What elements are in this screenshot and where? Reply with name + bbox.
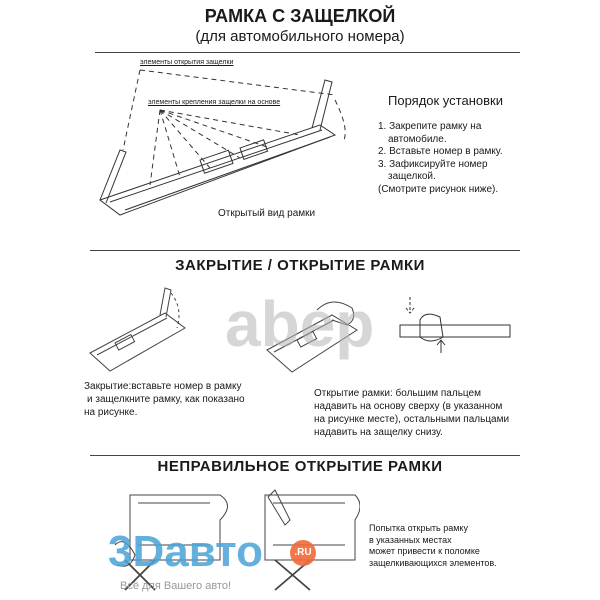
open-frame-illustration [90, 60, 350, 230]
step-text: 3. Зафиксируйте номер [378, 158, 488, 170]
divider [90, 250, 520, 251]
install-steps-title: Порядок установки [388, 93, 503, 108]
label-latch-mount-elements: элементы крепления защелки на основе [148, 99, 281, 106]
page-title: РАМКА С ЗАЩЕЛКОЙ [204, 6, 396, 26]
warning-line: в указанных местах [369, 534, 452, 545]
closing-line: и защелкните рамку, как показано [87, 394, 245, 405]
brand-ru-badge: .RU [290, 540, 316, 566]
install-steps [378, 121, 503, 196]
warning-line: может привести к поломке [369, 546, 480, 556]
step-text: (Смотрите рисунок ниже). [378, 183, 499, 195]
step-text: автомобиле. [388, 133, 447, 145]
closing-line: на рисунке. [84, 407, 138, 418]
warning-line: Попытка открыть рамку [369, 523, 468, 533]
brand-slogan: Всё для Вашего авто! [120, 580, 232, 592]
opening-line: Открытие рамки: большим пальцем [314, 388, 481, 399]
divider [90, 455, 520, 456]
open-frame-caption: Открытый вид рамки [218, 208, 316, 219]
section-heading-close-open: ЗАКРЫТИЕ / ОТКРЫТИЕ РАМКИ [175, 257, 425, 274]
press-latch-illustration [395, 295, 515, 355]
page-subtitle: (для автомобильного номера) [195, 28, 405, 45]
wrong-opening-warning [369, 523, 497, 569]
opening-instructions [314, 387, 509, 439]
opening-line: на рисунке месте), остальными пальцами [314, 414, 510, 425]
step-text: 1. Закрепите рамку на [378, 121, 482, 132]
warning-line: защелкивающихся элементов. [369, 557, 497, 568]
divider [95, 52, 520, 53]
step-text: 2. Вставьте номер в рамку. [378, 146, 503, 157]
opening-line: надавить на основу сверху (в указанном [314, 401, 503, 412]
closing-line: Закрытие:вставьте номер в рамку [84, 381, 242, 392]
label-latch-open-elements: элементы открытия защелки [140, 59, 234, 66]
brand-watermark: 3Dавто [108, 527, 264, 576]
opening-line: надавить на защелку снизу. [314, 427, 443, 438]
step-text: защелкой. [388, 171, 436, 182]
closing-instructions [84, 380, 245, 419]
section-heading-wrong-opening: НЕПРАВИЛЬНОЕ ОТКРЫТИЕ РАМКИ [157, 458, 443, 475]
closing-illustration [85, 283, 195, 378]
abep-watermark: abep [225, 288, 375, 360]
